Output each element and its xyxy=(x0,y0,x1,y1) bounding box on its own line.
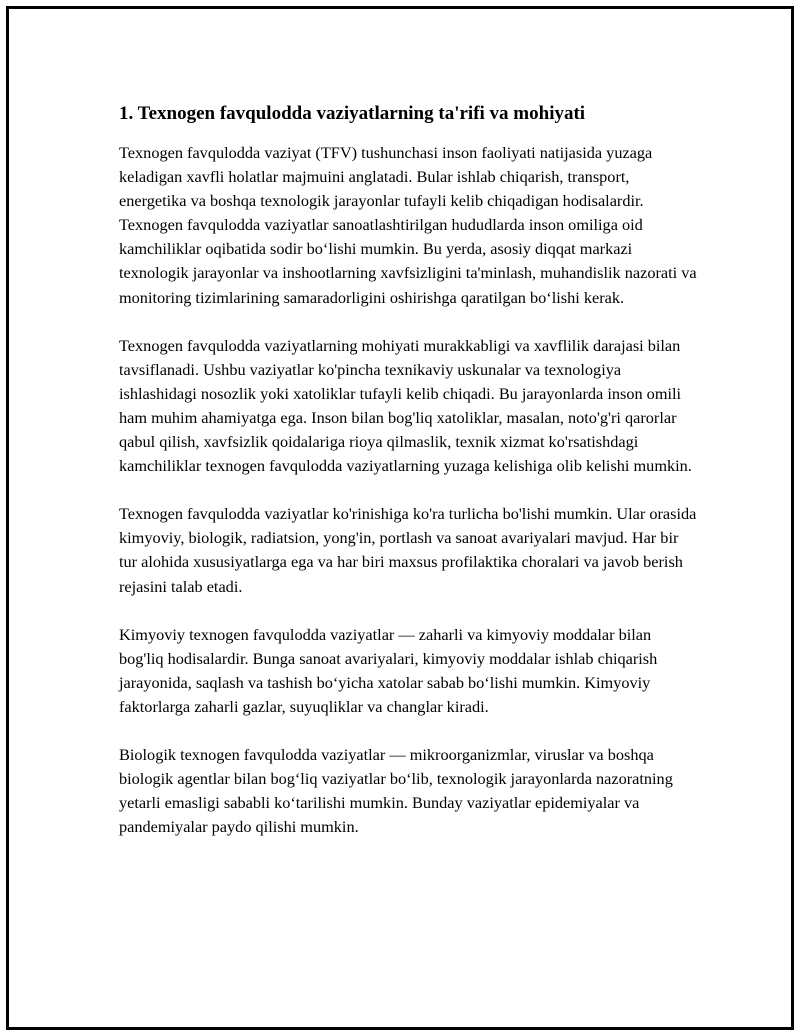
paragraph-types: Texnogen favqulodda vaziyatlar ko'rinishiga ko'ra turlicha bo'lishi mumkin. Ular orasida kimyoviy, biologik, radiatsion, yong'in, portlash va sanoat avariyalari mavjud. Har bir tur alohida xususiyatlarga ega va har biri maxsus profilaktika choralari va javob berish rejasini talab etadi. xyxy=(119,504,697,596)
document-body xyxy=(119,101,699,863)
paragraph-definition: Texnogen favqulodda vaziyat (TFV) tushunchasi inson faoliyati natijasida yuzaga keladigan xavfli holatlar majmuini anglatadi. Bular ishlab chiqarish, transport, energetika va boshqa texnologik jarayonlar tufayli kelib chiqadigan hodisalardir. Texnogen favqulodda vaziyatlar sanoatlashtirilgan hududlarda inson omiliga oid kamchiliklar oqibatida sodir bo‘lishi mumkin. Bu yerda, asosiy diqqat markazi texnologik jarayonlar va inshootlarning xavfsizligini ta'minlash, muhandislik nazorati va monitoring tizimlarining samaradorligini oshirishga qaratilgan bo‘lishi kerak. xyxy=(119,143,697,307)
page-frame xyxy=(6,6,794,1030)
paragraph-biological: Biologik texnogen favqulodda vaziyatlar — mikroorganizmlar, viruslar va boshqa biologik agentlar bilan bog‘liq vaziyatlar bo‘lib, texnologik jarayonlarda nazoratning yetarli emasligi sababli ko‘tarilishi mumkin. Bunday vaziyatlar epidemiyalar va pandemiyalar paydo qilishi mumkin. xyxy=(119,744,673,837)
section-heading: 1. Texnogen favqulodda vaziyatlarning ta'rifi va mohiyati xyxy=(119,103,586,124)
paragraph-chemical: Kimyoviy texnogen favqulodda vaziyatlar — zaharli va kimyoviy moddalar bilan bog'liq hodisalardir. Bunga sanoat avariyalari, kimyoviy moddalar ishlab chiqarish jarayonida, saqlash va tashish bo‘yicha xatolar sabab bo‘lishi mumkin. Kimyoviy faktorlarga zaharli gazlar, suyuqliklar va changlar kiradi. xyxy=(119,624,658,716)
paragraph-essence: Texnogen favqulodda vaziyatlarning mohiyati murakkabligi va xavflilik darajasi bilan tavsiflanadi. Ushbu vaziyatlar ko'pincha texnikaviy uskunalar va texnologiya ishlashidagi nosozlik yoki xatoliklar tufayli kelib chiqadi. Bu jarayonlarda inson omili ham muhim ahamiyatga ega. Inson bilan bog'liq xatoliklar, masalan, noto'g'ri qarorlar qabul qilish, xavfsizlik qoidalariga rioya qilmaslik, texnik xizmat ko'rsatishdagi kamchiliklar texnogen favqulodda vaziyatlarning yuzaga kelishiga olib kelishi mumkin. xyxy=(119,335,692,476)
